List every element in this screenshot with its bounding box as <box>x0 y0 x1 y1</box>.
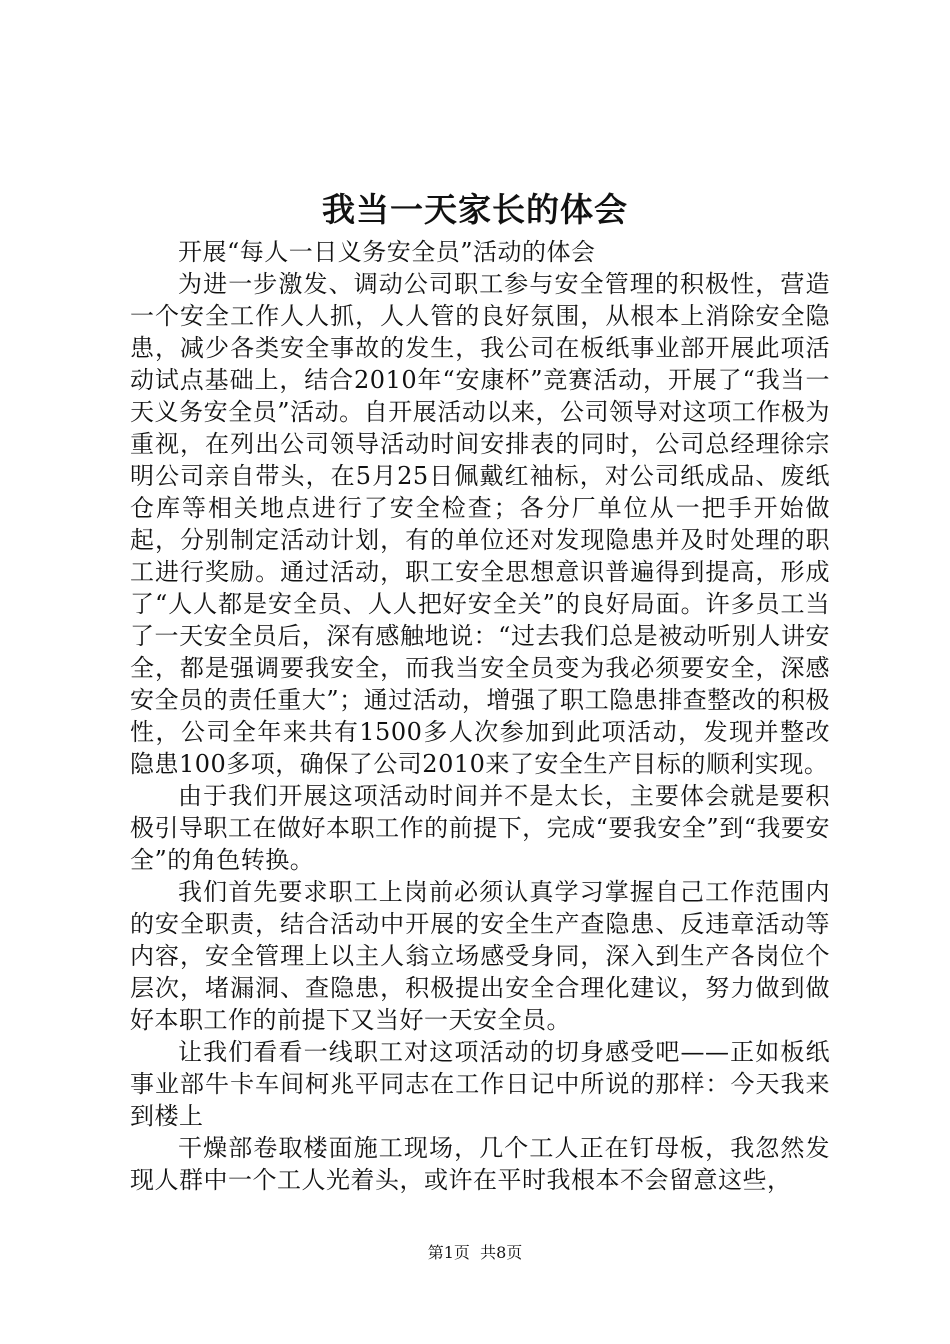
body-paragraph: 让我们看看一线职工对这项活动的切身感受吧——正如板纸事业部牛卡车间柯兆平同志在工作日记中所说的那样：今天我来到楼上 <box>130 1038 830 1130</box>
body-paragraph: 干燥部卷取楼面施工现场，几个工人正在钉母板，我忽然发现人群中一个工人光着头，或许在平时我根本不会留意这些， <box>130 1134 830 1194</box>
page-number: 第1页 共8页 <box>427 1243 523 1262</box>
body-paragraph: 为进一步激发、调动公司职工参与安全管理的积极性，营造一个安全工作人人抓，人人管的良好氛围，从根本上消除安全隐患，减少各类安全事故的发生，我公司在板纸事业部开展此项活动试点基础上，结合2010年“安康杯”竞赛活动，开展了“我当一天义务安全员”活动。自开展活动以来，公司领导对这项工作极为重视，在列出公司领导活动时间安排表的同时，公司总经理徐宗明公司亲自带头，在5月25日佩戴红袖标，对公司纸成品、废纸仓库等相关地点进行了安全检查；各分厂单位从一把手开始做起，分别制定活动计划，有的单位还对发现隐患并及时处理的职工进行奖励。通过活动，职工安全思想意识普遍得到提高，形成了“人人都是安全员、人人把好安全关”的良好局面。许多员工当了一天安全员后，深有感触地说：“过去我们总是被动听别人讲安全，都是强调要我安全，而我当安全员变为我必须要安全，深感安全员的责任重大”；通过活动，增强了职工隐患排查整改的积极性，公司全年来共有1500多人次参加到此项活动，发现并整改隐患100多项，确保了公司2010来了安全生产目标的顺利实现。 <box>130 270 830 778</box>
document-title: 我当一天家长的体会 <box>322 190 628 229</box>
body-paragraph: 由于我们开展这项活动时间并不是太长，主要体会就是要积极引导职工在做好本职工作的前提下，完成“要我安全”到“我要安全”的角色转换。 <box>130 782 830 874</box>
page-footer <box>0 1243 950 1263</box>
document-body <box>130 236 830 1196</box>
subtitle-paragraph: 开展“每人一日义务安全员”活动的体会 <box>178 238 596 266</box>
body-paragraph: 我们首先要求职工上岗前必须认真学习掌握自己工作范围内的安全职责，结合活动中开展的安全生产查隐患、反违章活动等内容，安全管理上以主人翁立场感受身同，深入到生产各岗位个层次，堵漏洞、查隐患，积极提出安全合理化建议，努力做到做好本职工作的前提下又当好一天安全员。 <box>130 878 830 1034</box>
